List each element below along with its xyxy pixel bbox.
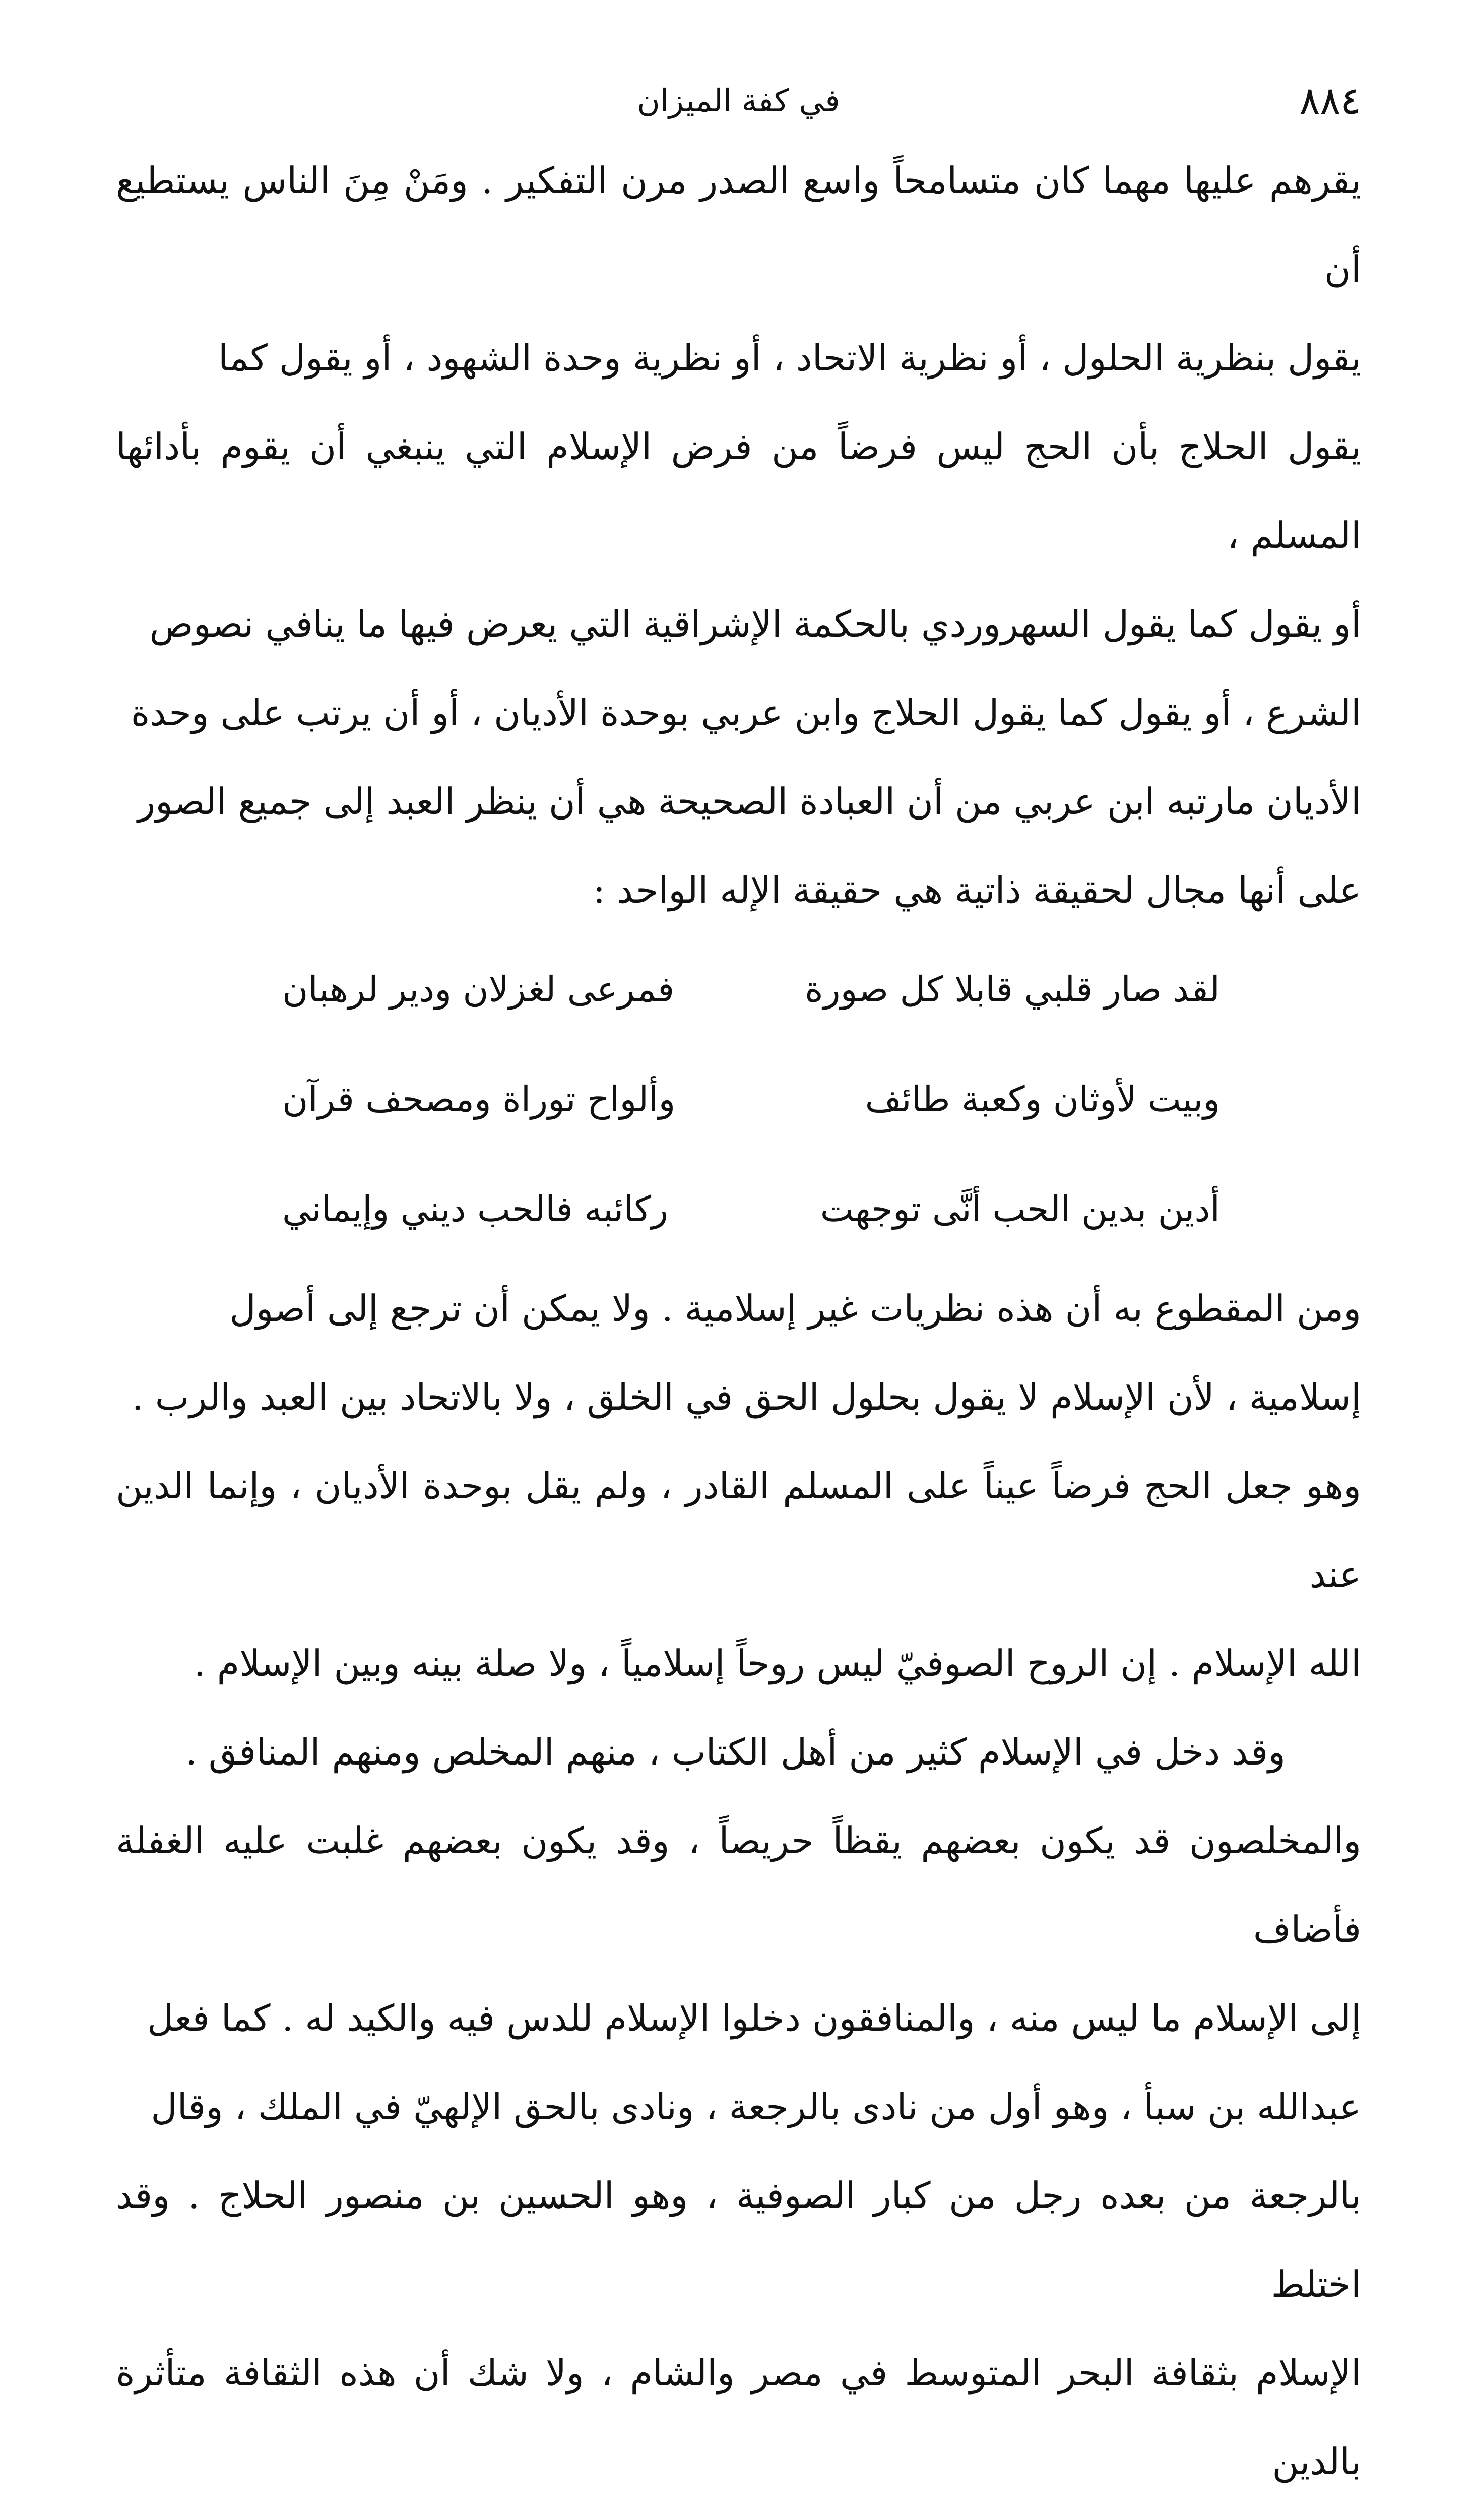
paragraph-3 [116, 1708, 1361, 2520]
text-line: عبدالله بن سبأ ، وهو أول من نادى بالرجعة ، ونادى بالحق الإلهيّ في الملك ، وقال [151, 2086, 1361, 2128]
text-line: يقول الحلاج بأن الحج ليس فرضاً من فرض الإسلام التي ينبغي أن يقوم بأدائها المسلم ، [116, 425, 1361, 556]
text-line: أو يقول كما يقول السهروردي بالحكمة الإشراقية التي يعرض فيها ما ينافي نصوص [149, 603, 1361, 645]
text-line: إسلامية ، لأن الإسلام لا يقول بحلول الحق في الخلق ، ولا بالاتحاد بين العبد والرب . [132, 1376, 1361, 1418]
running-title: في كفة الميزان [637, 82, 840, 119]
poem-verse [116, 1154, 1361, 1264]
verse-second-hemistich: فمرعى لغزلان ودير لرهبان [282, 969, 675, 1010]
text-line: إلى الإسلام ما ليس منه ، والمنافقون دخلوا الإسلام للدس فيه والكيد له . كما فعل [147, 1997, 1361, 2039]
text-line: الشرع ، أو يقول كما يقول الحلاج وابن عربي بوحدة الأديان ، أو أن يرتب على وحدة [131, 691, 1361, 734]
verse-first-hemistich: أدين بدين الحب أنَّى توجهت [820, 1188, 1220, 1230]
text-line: وهو جعل الحج فرضاً عيناً على المسلم القادر ، ولم يقل بوحدة الأديان ، وإنما الدين عند [116, 1465, 1361, 1596]
poem-verse [116, 934, 1361, 1044]
text-line: ومن المقطوع به أن هذه نظريات غير إسلامية . ولا يمكن أن ترجع إلى أصول [229, 1287, 1361, 1330]
text-line: يقرهم عليها مهما كان متسامحاً واسع الصدر مرن التفكير . ومَنْ مِنَ الناس يستطيع أن [116, 159, 1361, 290]
paragraph-1 [116, 136, 1361, 934]
paragraph-2 [116, 1264, 1361, 1708]
page-number: ٨٨٤ [1299, 78, 1361, 123]
text-line: وقد دخل في الإسلام كثير من أهل الكتاب ، منهم المخلص ومنهم المنافق . [185, 1731, 1286, 1773]
text-line: على أنها مجال لحقيقة ذاتية هي حقيقة الإله الواحد : [593, 869, 1361, 911]
text-line: بالرجعة من بعده رجل من كبار الصوفية ، وهو الحسين بن منصور الحلاج . وقد اختلط [116, 2174, 1361, 2305]
text-line: الله الإسلام . إن الروح الصوفيّ ليس روحاً إسلامياً ، ولا صلة بينه وبين الإسلام . [194, 1642, 1361, 1684]
verse-second-hemistich: وألواح توراة ومصحف قرآن [282, 1079, 676, 1120]
text-line: والمخلصون قد يكون بعضهم يقظاً حريصاً ، وقد يكون بعضهم غلبت عليه الغفلة فأضاف [116, 1819, 1361, 1950]
verse-first-hemistich: وبيت لأوثان وكعبة طائف [865, 1079, 1220, 1120]
verse-first-hemistich: لقد صار قلبي قابلا كل صورة [805, 969, 1220, 1010]
text-line: يقول بنظرية الحلول ، أو نظرية الاتحاد ، أو نظرية وحدة الشهود ، أو يقول كما [218, 337, 1361, 379]
text-line: الأديان مارتبه ابن عربي من أن العبادة الصحيحة هي أن ينظر العبد إلى جميع الصور [138, 780, 1361, 823]
running-head [116, 76, 1361, 136]
text-line [116, 2506, 1361, 2520]
poem [116, 934, 1361, 1264]
verse-second-hemistich: ركائبه فالحب ديني وإيماني [282, 1188, 668, 1230]
text-line: الإسلام بثقافة البحر المتوسط في مصر والشام ، ولا شك أن هذه الثقافة متأثرة بالدين [116, 2352, 1361, 2483]
poem-verse [116, 1044, 1361, 1154]
